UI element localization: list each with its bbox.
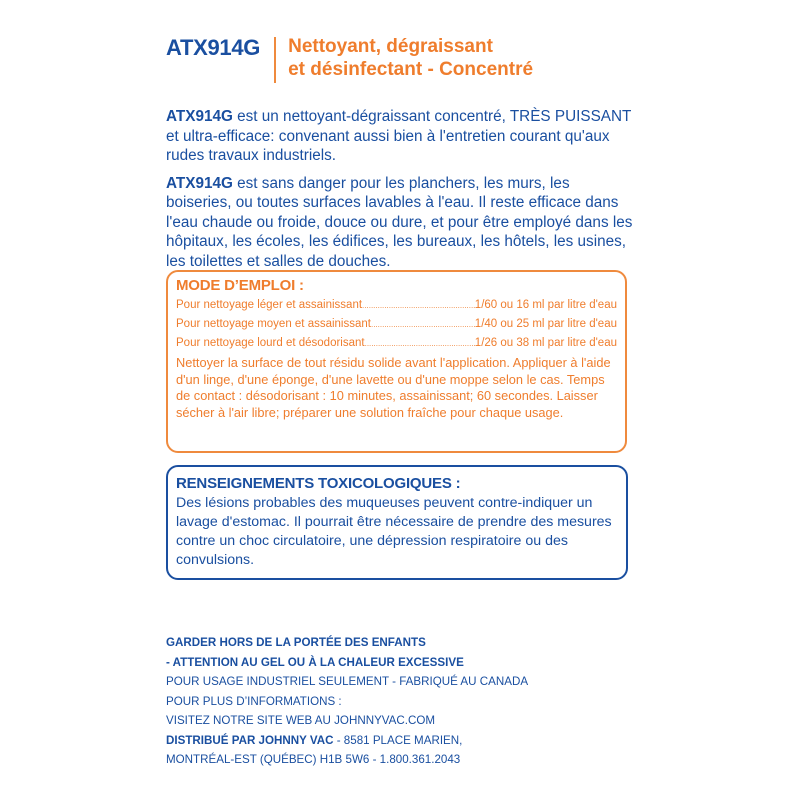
- toxicologie-box: [166, 465, 628, 580]
- product-code: ATX914G: [166, 35, 261, 60]
- toxicologie-text: Des lésions probables des muqueuses peuvent contre-indiquer un lavage d'estomac. Il pourrait être nécessaire de prendre des mesures contre un choc circulatoire, une dépression respiratoire ou des convulsions.: [176, 495, 612, 568]
- dilution-label: Pour nettoyage moyen et assainissant: [176, 318, 371, 330]
- warning-children: GARDER HORS DE LA PORTÉE DES ENFANTS: [166, 636, 426, 649]
- product-code-inline: ATX914G: [166, 108, 233, 125]
- dilution-label: Pour nettoyage lourd et désodorisant: [176, 337, 365, 349]
- label-footer: [166, 633, 528, 770]
- label-header: [166, 35, 533, 83]
- website-text: VISITEZ NOTRE SITE WEB AU JOHNNYVAC.COM: [166, 714, 436, 727]
- distributor-street: - 8581 PLACE MARIEN,: [333, 733, 463, 747]
- info-label: POUR PLUS D’INFORMATIONS :: [166, 694, 342, 708]
- dilution-value: 1/40 ou 25 ml par litre d'eau: [474, 318, 617, 330]
- product-title-line1: Nettoyant, dégraissant: [288, 36, 493, 57]
- dot-leader: [362, 296, 475, 315]
- dilution-row: [176, 315, 617, 334]
- warning-temperature: - ATTENTION AU GEL OU À LA CHALEUR EXCESSIVE: [166, 655, 464, 669]
- product-description: [166, 107, 636, 279]
- description-text-1: est un nettoyant-dégraissant concentré, TRÈS PUISSANT et ultra-efficace: convenant aussi bien à l'entretien courant qu'aux rudes travaux industriels.: [166, 108, 632, 164]
- product-title-line2: et désinfectant - Concentré: [288, 59, 534, 80]
- dot-leader: [365, 334, 475, 353]
- header-divider: [274, 37, 276, 83]
- description-paragraph-1: [166, 107, 636, 166]
- description-text-2: est sans danger pour les planchers, les murs, les boiseries, ou toutes surfaces lavables à l'eau. Il reste efficace dans l'eau chaude ou froide, douce ou dure, et pour être employé dans les hôpitaux, les écoles, les édifices, les bureaux, les hôtels, les usines, les toilettes et salles de douches.: [166, 174, 633, 270]
- mode-emploi-title: MODE D’EMPLOI :: [176, 277, 304, 294]
- dot-leader: [371, 315, 475, 334]
- distributor-address: MONTRÉAL-EST (QUÉBEC) H1B 5W6 - 1.800.361.2043: [166, 753, 461, 766]
- dilution-value: 1/26 ou 38 ml par litre d'eau: [474, 337, 617, 349]
- mode-emploi-instructions: Nettoyer la surface de tout résidu solide avant l'application. Appliquer à l'aide d'un linge, d'une éponge, d'une lavette ou d'une moppe selon le cas. Temps de contact : désodorisant : 10 minutes, assainissant; 60 secondes. Laisser sécher à l'air libre; préparer une solution fraîche pour chaque usage.: [176, 355, 611, 420]
- toxicologie-title: RENSEIGNEMENTS TOXICOLOGIQUES :: [176, 475, 461, 492]
- dilution-value: 1/60 ou 16 ml par litre d'eau: [474, 299, 617, 311]
- dilution-label: Pour nettoyage léger et assainissant: [176, 299, 363, 311]
- mode-emploi-box: [166, 270, 627, 453]
- product-code-inline: ATX914G: [166, 174, 233, 192]
- product-title: [288, 35, 533, 81]
- distributor-line: [166, 731, 528, 751]
- distributor-name: DISTRIBUÉ PAR JOHNNY VAC: [166, 733, 334, 747]
- dilution-row: [176, 334, 617, 353]
- dilution-row: [176, 296, 617, 315]
- description-paragraph-2: [166, 174, 636, 272]
- usage-notice: POUR USAGE INDUSTRIEL SEULEMENT - FABRIQUÉ AU CANADA: [166, 675, 529, 688]
